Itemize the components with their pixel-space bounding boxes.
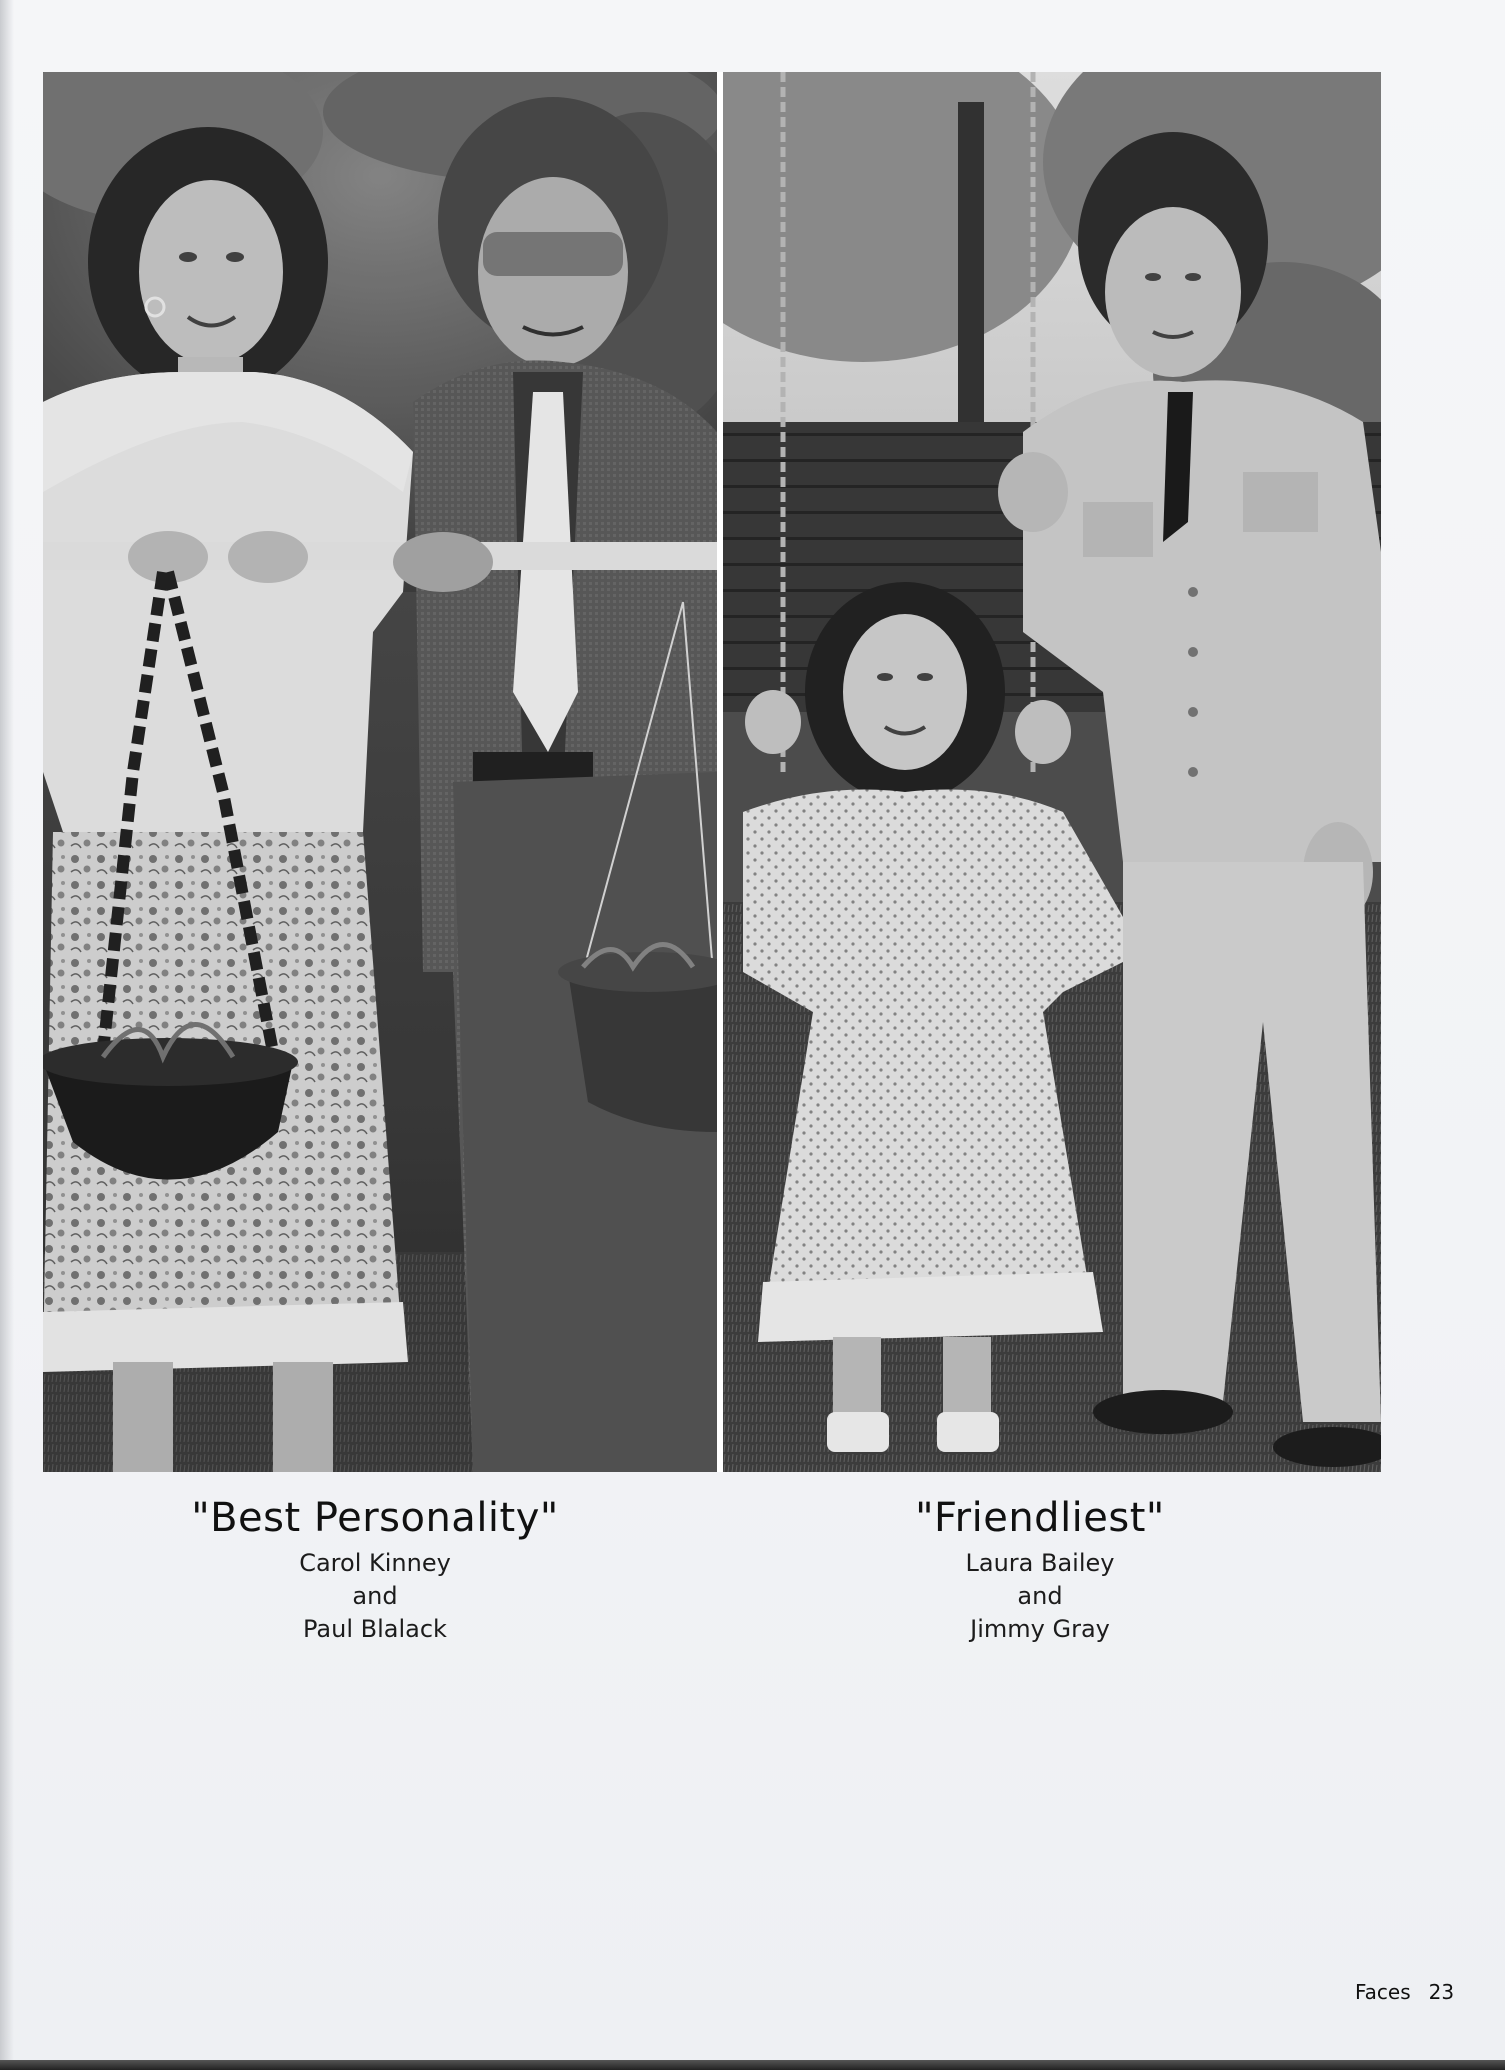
honoree-name-jimmy-gray: Jimmy Gray <box>970 1615 1110 1643</box>
section-name: Faces <box>1355 1980 1411 2004</box>
photo-spread <box>43 72 1381 1472</box>
honoree-names-right <box>800 1547 1280 1646</box>
name-connector: and <box>1017 1582 1063 1610</box>
award-title-best-personality: "Best Personality" <box>191 1495 559 1541</box>
page-folio <box>1355 1980 1454 2004</box>
photo-best-personality-image <box>43 72 717 1472</box>
honoree-name-laura-bailey: Laura Bailey <box>965 1549 1115 1577</box>
award-title-friendliest: "Friendliest" <box>915 1495 1165 1541</box>
binding-shadow <box>0 0 14 2070</box>
honoree-names-left <box>130 1547 620 1646</box>
caption-best-personality <box>130 1495 620 1646</box>
photo-friendliest <box>723 72 1381 1472</box>
caption-friendliest <box>800 1495 1280 1646</box>
name-connector: and <box>352 1582 398 1610</box>
page-bottom-edge <box>0 2060 1505 2070</box>
photo-friendliest-image <box>723 72 1381 1472</box>
page-number: 23 <box>1428 1980 1455 2004</box>
photo-best-personality <box>43 72 717 1472</box>
honoree-name-carol-kinney: Carol Kinney <box>299 1549 451 1577</box>
honoree-name-paul-blalack: Paul Blalack <box>303 1615 447 1643</box>
